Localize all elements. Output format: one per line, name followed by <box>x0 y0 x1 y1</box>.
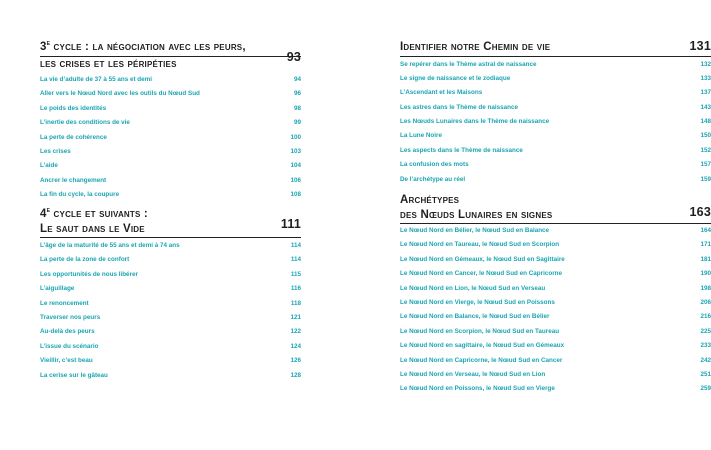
toc-entry-page: 190 <box>700 270 711 278</box>
toc-entry <box>40 145 301 159</box>
toc-entry-page: 251 <box>700 370 711 378</box>
toc-entry-list <box>400 224 711 397</box>
toc-entry-page: 114 <box>290 242 301 249</box>
toc-entry-page: 121 <box>290 313 301 321</box>
toc-entry-title: L’issue du scénario <box>40 342 99 350</box>
toc-entry-page: 181 <box>700 255 711 263</box>
toc-entry-title: La vie d’adulte de 37 à 55 ans et demi <box>40 76 152 83</box>
toc-entry-title: Aller vers le Nœud Nord avec les outils du Nœud Sud <box>40 90 200 98</box>
toc-entry-page: 114 <box>290 256 301 264</box>
toc-entry <box>400 158 711 172</box>
toc-entry-page: 133 <box>700 74 711 82</box>
toc-entry-page: 128 <box>290 371 301 379</box>
toc-entry-title: Le poids des identités <box>40 104 107 112</box>
toc-entry-title: Le Nœud Nord en Cancer, le Nœud Sud en Capricorne <box>400 270 562 278</box>
toc-section-cycle-4 <box>40 207 301 383</box>
toc-entry <box>400 129 711 143</box>
toc-entry <box>400 325 711 339</box>
toc-entry <box>400 224 711 238</box>
toc-entry-title: Les opportunités de nous libérer <box>40 270 138 278</box>
toc-entry-page: 132 <box>700 60 711 68</box>
toc-entry <box>40 297 301 311</box>
toc-entry-page: 152 <box>700 146 711 154</box>
toc-entry <box>40 73 301 87</box>
toc-entry-page: 118 <box>290 299 301 307</box>
toc-entry-title: Les astres dans le Thème de naissance <box>400 103 518 111</box>
toc-entry-list <box>40 239 301 383</box>
toc-entry <box>40 159 301 173</box>
section-heading <box>400 193 711 224</box>
toc-entry-list <box>40 73 301 203</box>
toc-entry-title: Au-delà des peurs <box>40 328 95 336</box>
toc-entry-title: Le Nœud Nord en Vierge, le Nœud Sud en Poissons <box>400 298 555 306</box>
toc-entry-page: 98 <box>293 104 301 112</box>
toc-entry <box>400 253 711 267</box>
toc-entry <box>400 101 711 115</box>
toc-entry-title: L’Ascendant et les Maisons <box>400 89 483 97</box>
toc-entry <box>40 116 301 130</box>
toc-entry-page: 103 <box>290 147 301 155</box>
toc-entry <box>400 282 711 296</box>
toc-entry-page: 108 <box>290 191 301 199</box>
toc-entry-title: La Lune Noire <box>400 132 442 140</box>
toc-entry <box>40 369 301 383</box>
toc-entry-page: 122 <box>290 328 301 336</box>
toc-entry-page: 116 <box>290 285 301 293</box>
section-page-number: 93 <box>286 50 301 64</box>
toc-entry-title: Les Nœuds Lunaires dans le Thème de naissance <box>400 118 550 126</box>
toc-entry-page: 150 <box>700 132 711 140</box>
toc-entry-page: 206 <box>700 298 711 306</box>
section-heading-line-1: 3e cycle : la négociation avec les peurs, <box>40 40 301 57</box>
toc-entry <box>40 102 301 116</box>
toc-entry-page: 157 <box>700 161 711 169</box>
toc-entry <box>400 238 711 252</box>
toc-entry-page: 96 <box>293 90 301 98</box>
toc-entry <box>400 296 711 310</box>
toc-entry <box>400 173 711 187</box>
toc-entry-page: 148 <box>700 118 711 126</box>
toc-entry-title: Les aspects dans le Thème de naissance <box>400 146 523 154</box>
toc-entry <box>40 325 301 339</box>
section-page-number: 131 <box>689 39 711 53</box>
toc-entry-title: La cerise sur le gâteau <box>40 371 108 379</box>
toc-entry <box>400 382 711 396</box>
toc-entry-title: L’inertie des conditions de vie <box>40 119 130 127</box>
section-heading-line-1: Identifier notre Chemin de vie <box>400 40 711 57</box>
toc-entry-title: Traverser nos peurs <box>40 313 101 321</box>
toc-entry-page: 99 <box>293 119 301 127</box>
toc-entry <box>400 354 711 368</box>
toc-entry-page: 143 <box>700 103 711 111</box>
toc-entry-page: 216 <box>700 313 711 321</box>
toc-entry-title: L’aiguillage <box>40 285 75 293</box>
section-heading <box>400 40 711 57</box>
toc-entry-page: 104 <box>290 162 301 170</box>
toc-entry <box>40 87 301 101</box>
toc-entry-title: De l’archétype au réel <box>400 175 466 183</box>
toc-entry-title: L’âge de la maturité de 55 ans et demi à 74 ans <box>40 242 180 249</box>
toc-entry <box>40 340 301 354</box>
toc-entry-list <box>400 58 711 188</box>
toc-entry <box>400 368 711 382</box>
toc-entry-page: 106 <box>290 176 301 184</box>
toc-entry-page: 124 <box>290 342 301 350</box>
toc-entry-title: La confusion des mots <box>400 161 469 169</box>
toc-entry-title: La perte de cohérence <box>40 133 107 141</box>
toc-entry-page: 115 <box>290 270 301 278</box>
toc-entry-title: Vieillir, c’est beau <box>40 357 93 365</box>
toc-entry-title: Le renoncement <box>40 299 89 307</box>
section-heading-line-1: Archétypes <box>400 194 460 206</box>
toc-entry-title: Le Nœud Nord en Gémeaux, le Nœud Sud en Sagittaire <box>400 255 565 263</box>
toc-entry <box>400 86 711 100</box>
toc-entry <box>400 267 711 281</box>
toc-entry-title: Le Nœud Nord en Poissons, le Nœud Sud en Vierge <box>400 385 555 393</box>
right-page <box>350 0 711 450</box>
toc-entry <box>400 58 711 72</box>
toc-entry-title: Le Nœud Nord en Balance, le Nœud Sud en Bélier <box>400 313 550 321</box>
toc-entry-page: 164 <box>700 227 711 234</box>
section-page-number: 163 <box>689 205 711 219</box>
toc-section-cycle-3 <box>40 40 301 203</box>
section-heading-line-2: Le saut dans le Vide <box>40 222 301 239</box>
toc-entry-title: La fin du cycle, la coupure <box>40 191 120 199</box>
toc-entry-page: 233 <box>700 342 711 350</box>
toc-entry <box>400 72 711 86</box>
toc-entry-page: 225 <box>700 327 711 335</box>
toc-entry-page: 198 <box>700 284 711 292</box>
toc-entry-title: Ancrer le changement <box>40 176 107 184</box>
toc-entry <box>400 339 711 353</box>
section-heading-line-2: des Nœuds Lunaires en signes <box>400 208 711 225</box>
toc-entry-page: 171 <box>700 241 711 249</box>
toc-entry <box>40 354 301 368</box>
toc-entry <box>40 282 301 296</box>
toc-entry-title: Se repérer dans le Thème astral de naissance <box>400 60 537 68</box>
toc-entry <box>40 253 301 267</box>
toc-entry <box>400 310 711 324</box>
section-heading <box>40 207 301 238</box>
toc-entry <box>400 144 711 158</box>
section-heading <box>40 40 301 71</box>
toc-section-archetypes <box>400 193 711 397</box>
section-heading-line-1: 4e cycle et suivants : <box>40 207 148 220</box>
toc-entry-title: Le Nœud Nord en Capricorne, le Nœud Sud en Cancer <box>400 356 563 364</box>
toc-entry <box>40 239 301 253</box>
toc-entry-title: Le Nœud Nord en Taureau, le Nœud Sud en Scorpion <box>400 241 560 249</box>
section-page-number: 111 <box>280 217 301 231</box>
toc-entry-title: Les crises <box>40 147 71 155</box>
toc-entry <box>40 131 301 145</box>
toc-entry <box>40 311 301 325</box>
toc-entry-page: 94 <box>293 76 301 83</box>
section-heading-line-2: les crises et les péripéties <box>40 57 177 70</box>
toc-entry-title: L’aide <box>40 162 58 170</box>
toc-entry-title: Le signe de naissance et le zodiaque <box>400 74 511 82</box>
toc-entry-page: 242 <box>700 356 711 364</box>
toc-entry <box>40 268 301 282</box>
toc-entry-title: Le Nœud Nord en Verseau, le Nœud Sud en Lion <box>400 370 546 378</box>
toc-entry-title: Le Nœud Nord en Scorpion, le Nœud Sud en Taureau <box>400 327 560 335</box>
left-page <box>0 0 350 450</box>
toc-entry-title: Le Nœud Nord en Lion, le Nœud Sud en Verseau <box>400 284 546 292</box>
toc-entry <box>400 115 711 129</box>
toc-entry-page: 137 <box>700 89 711 97</box>
toc-entry-page: 126 <box>290 357 301 365</box>
toc-entry-title: Le Nœud Nord en Bélier, le Nœud Sud en Balance <box>400 227 550 234</box>
toc-entry-page: 100 <box>290 133 301 141</box>
toc-entry-page: 259 <box>700 385 711 393</box>
toc-section-chemin-de-vie <box>400 40 711 187</box>
toc-entry-page: 159 <box>700 175 711 183</box>
toc-entry-title: La perte de la zone de confort <box>40 256 130 264</box>
toc-entry-title: Le Nœud Nord en sagittaire, le Nœud Sud en Gémeaux <box>400 342 565 350</box>
toc-entry <box>40 174 301 188</box>
toc-entry <box>40 188 301 202</box>
